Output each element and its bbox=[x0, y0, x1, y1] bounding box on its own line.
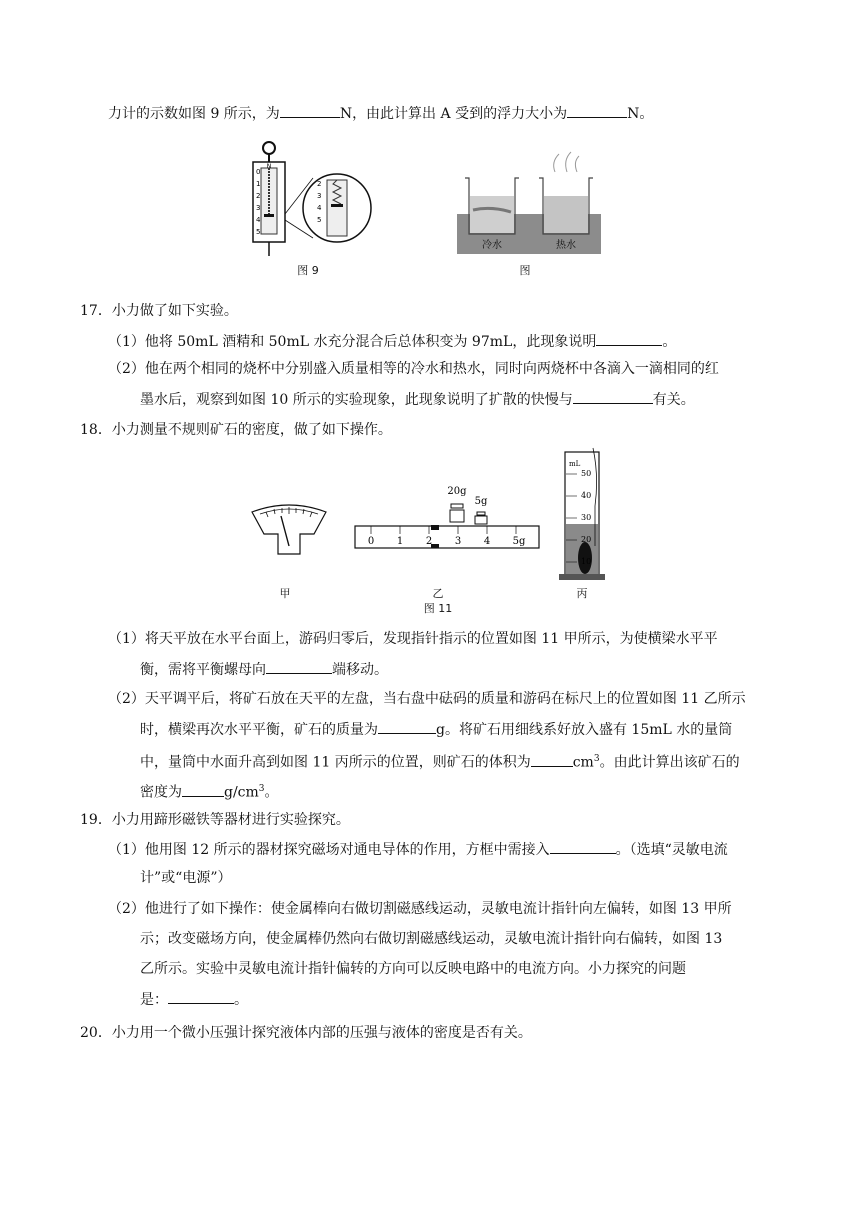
cylinder-unit-label: mL bbox=[569, 460, 581, 468]
zoom-label: 4 bbox=[317, 204, 322, 212]
cold-water-label: 冷水 bbox=[482, 240, 502, 251]
ruler-label: 1 bbox=[396, 536, 404, 547]
q17-title: 17．小力做了如下实验。 bbox=[80, 303, 238, 319]
figure-10-beakers bbox=[455, 148, 605, 256]
q17-part1: （1）他将 50mL 酒精和 50mL 水充分混合后总体积变为 97mL，此现象说明 。 bbox=[108, 331, 676, 352]
figure-11c-cylinder bbox=[555, 446, 611, 582]
q20-title: 20．小力用一个微小压强计探究液体内部的压强与液体的密度是否有关。 bbox=[80, 1025, 532, 1041]
figure-11a-balance-pointer bbox=[248, 500, 330, 556]
figure-9-spring-scale bbox=[245, 138, 375, 258]
scale-label: 5 bbox=[256, 228, 261, 236]
ruler-label: 5g bbox=[512, 536, 526, 547]
answer-blank[interactable] bbox=[280, 103, 340, 118]
q19-part1-line2: 计”或“电源”） bbox=[140, 870, 232, 886]
q18-part2-line3: 中，量筒中水面升高到如图 11 丙所示的位置，则矿石的体积为 $cm^3$。由此计算出该矿石的 bbox=[140, 749, 740, 773]
answer-blank[interactable] bbox=[531, 752, 573, 767]
q18-part1-line2: 衡，需将平衡螺母向 端移动。 bbox=[140, 659, 388, 680]
zoom-label: 3 bbox=[317, 192, 322, 200]
q19-part1-line1: （1）他用图 12 所示的器材探究磁场对通电导体的作用，方框中需接入 。（选填“灵敏电流 bbox=[108, 839, 728, 860]
figure-9-caption: 图 9 bbox=[297, 264, 319, 277]
answer-blank[interactable] bbox=[550, 839, 616, 854]
answer-blank[interactable] bbox=[567, 103, 627, 118]
hot-water-label: 热水 bbox=[556, 240, 576, 251]
cylinder-mark: 20 bbox=[581, 535, 592, 544]
q19-part2-line1: （2）他进行了如下操作：使金属棒向右做切割磁感线运动，灵敏电流计指针向左偏转，如图 13 甲所 bbox=[108, 901, 732, 917]
cylinder-mark: 30 bbox=[581, 513, 592, 522]
figure-11-caption: 图 11 bbox=[423, 602, 453, 615]
figure-11-sub-c: 丙 bbox=[576, 587, 588, 600]
answer-blank[interactable] bbox=[266, 659, 332, 674]
q18-part2-line4: 密度为 $g/cm^3$。 bbox=[140, 779, 279, 803]
answer-blank[interactable] bbox=[378, 719, 436, 734]
answer-blank[interactable] bbox=[573, 389, 653, 404]
cylinder-mark: 10 bbox=[581, 557, 592, 566]
q18-part2-line2: 时，横梁再次水平平衡，矿石的质量为 g。将矿石用细线系好放入盛有 15mL 水的量筒 bbox=[140, 719, 732, 740]
scale-unit-label: N bbox=[266, 163, 272, 170]
figure-11-sub-a: 甲 bbox=[279, 587, 291, 600]
figure-11b-weights-ruler bbox=[353, 482, 543, 554]
q17-part2-line2: 墨水后，观察到如图 10 所示的实验现象，此现象说明了扩散的快慢与 有关。 bbox=[140, 389, 695, 410]
figure-10-caption: 图 bbox=[519, 264, 531, 277]
scale-label: 0 bbox=[256, 168, 261, 176]
q18-title: 18．小力测量不规则矿石的密度，做了如下操作。 bbox=[80, 422, 392, 438]
q19-part2-line3: 乙所示。实验中灵敏电流计指针偏转的方向可以反映电路中的电流方向。小力探究的问题 bbox=[140, 961, 686, 977]
scale-label: 3 bbox=[256, 204, 261, 212]
cylinder-mark: 50 bbox=[581, 469, 592, 478]
intro-line: 力计的示数如图 9 所示，为 N，由此计算出 A 受到的浮力大小为 N。 bbox=[108, 103, 653, 124]
q19-part2-line2: 示；改变磁场方向，使金属棒仍然向右做切割磁感线运动，灵敏电流计指针向右偏转，如图 13 bbox=[140, 931, 723, 947]
scale-label: 2 bbox=[256, 192, 261, 200]
scale-label: 4 bbox=[256, 216, 261, 224]
answer-blank[interactable] bbox=[596, 331, 662, 346]
zoom-label: 2 bbox=[317, 180, 322, 188]
figure-11-sub-b: 乙 bbox=[432, 587, 444, 600]
ruler-label: 3 bbox=[454, 536, 462, 547]
q19-part2-line4: 是： 。 bbox=[140, 989, 248, 1010]
q19-title: 19．小力用蹄形磁铁等器材进行实验探究。 bbox=[80, 812, 350, 828]
answer-blank[interactable] bbox=[168, 989, 234, 1004]
ruler-label: 0 bbox=[367, 536, 375, 547]
weight-20g-label: 20g bbox=[447, 486, 467, 497]
answer-blank[interactable] bbox=[182, 782, 224, 797]
zoom-label: 5 bbox=[317, 216, 322, 224]
q18-part2-line1: （2）天平调平后，将矿石放在天平的左盘，当右盘中砝码的质量和游码在标尺上的位置如图 11 乙所示 bbox=[108, 691, 746, 707]
ruler-label: 4 bbox=[483, 536, 491, 547]
q17-part2-line1: （2）他在两个相同的烧杯中分别盛入质量相等的冷水和热水，同时向两烧杯中各滴入一滴相同的红 bbox=[108, 361, 719, 377]
q18-part1-line1: （1）将天平放在水平台面上，游码归零后，发现指针指示的位置如图 11 甲所示，为使横梁水平平 bbox=[108, 631, 718, 647]
weight-5g-label: 5g bbox=[474, 496, 488, 507]
cylinder-mark: 40 bbox=[581, 491, 592, 500]
ruler-label: 2 bbox=[425, 536, 433, 547]
scale-label: 1 bbox=[256, 180, 261, 188]
